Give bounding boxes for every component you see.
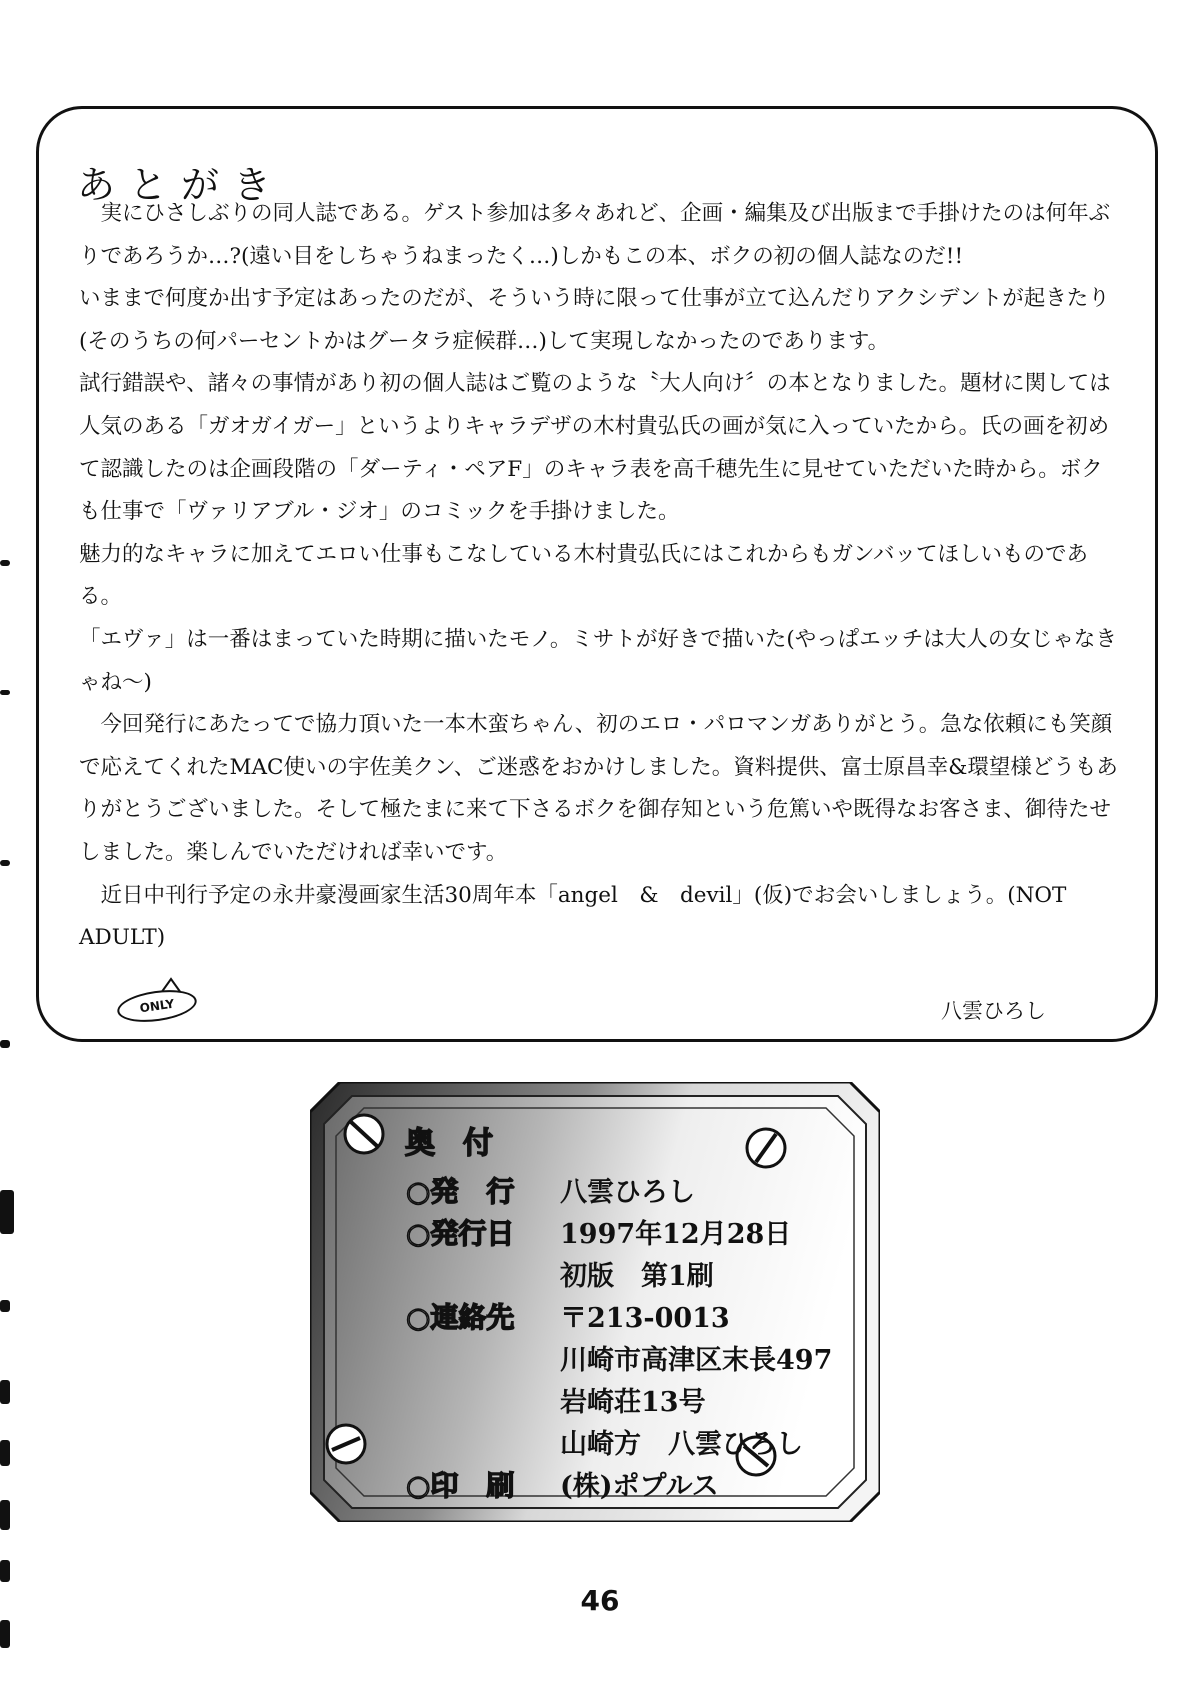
afterword-title: あとがき — [77, 163, 286, 208]
edge-mark — [0, 1440, 10, 1466]
colophon-row-publisher — [406, 1170, 866, 1210]
edge-mark — [0, 1620, 10, 1648]
edge-mark — [0, 1560, 10, 1582]
screw-icon — [744, 1126, 788, 1170]
colophon-label: ○連絡先 — [406, 1301, 515, 1334]
colophon-row-date — [406, 1212, 866, 1252]
colophon-label: ○発 行 — [406, 1175, 515, 1208]
afterword-box — [36, 106, 1158, 1042]
colophon-row-address — [406, 1338, 866, 1378]
afterword-paragraph: いままで何度か出す予定はあったのだが、そういう時に限って仕事が立て込んだりアクシデントが起きたり(そのうちの何パーセントかはグータラ症候群…)して実現しなかったのであります。 — [79, 286, 1110, 354]
colophon-title: 奥付 — [405, 1126, 521, 1161]
colophon-value: 八雲ひろし — [560, 1177, 695, 1208]
colophon-value: 初版 第1刷 — [560, 1261, 714, 1292]
edge-mark — [0, 860, 10, 866]
colophon-row-care-of — [406, 1422, 866, 1462]
colophon-value: (株)ポプルス — [560, 1471, 719, 1502]
colophon-label: ○発行日 — [406, 1217, 515, 1250]
edge-mark — [0, 560, 10, 566]
colophon-label: ○印 刷 — [406, 1469, 515, 1502]
colophon-value: 山崎方 八雲ひろし — [560, 1429, 803, 1460]
colophon-value: 〒213-0013 — [560, 1303, 730, 1334]
afterword-paragraph: 「エヴァ」は一番はまっていた時期に描いたモノ。ミサトが好きで描いた(やっぱエッチは大人の女じゃなきゃね～) — [79, 626, 1117, 695]
afterword-paragraph: 実にひさしぶりの同人誌である。ゲスト参加は多々あれど、企画・編集及び出版まで手掛けたのは何年ぶりであろうか…?(遠い目をしちゃうねまったく…)しかもこの本、ボクの初の個人誌なのだ!! — [79, 201, 1111, 269]
edge-mark — [0, 1190, 14, 1234]
colophon-value: 岩崎荘13号 — [560, 1387, 706, 1418]
author-signature: 八雲ひろし — [941, 999, 1046, 1023]
afterword-body — [79, 193, 1119, 960]
colophon-row-contact — [406, 1296, 866, 1336]
colophon-row-edition — [406, 1254, 866, 1294]
afterword-paragraph: 魅力的なキャラに加えてエロい仕事もこなしている木村貴弘氏にはこれからもガンバッてほしいものである。 — [79, 541, 1088, 610]
colophon-plate — [310, 1082, 880, 1522]
edge-mark — [0, 1500, 10, 1530]
colophon-row-building — [406, 1380, 866, 1420]
edge-mark — [0, 1300, 10, 1312]
edge-mark — [0, 1040, 10, 1048]
colophon-value: 1997年12月28日 — [560, 1219, 792, 1250]
screw-icon — [324, 1422, 368, 1466]
afterword-paragraph: 今回発行にあたってで協力頂いた一本木蛮ちゃん、初のエロ・パロマンガありがとう。急な依頼にも笑顔で応えてくれたMAC使いの宇佐美クン、ご迷惑をおかけしました。資料提供、富士原昌幸&環望様どうもありがとうございました。そして極たまに来て下さるボクを御存知という危篤いや既得なお客さま、御待たせしました。楽しんでいただければ幸いです。 — [79, 712, 1118, 865]
edge-mark — [0, 1380, 10, 1404]
screw-icon — [342, 1112, 386, 1156]
afterword-paragraph: 試行錯誤や、諸々の事情があり初の個人誌はご覧のような〝大人向け〞の本となりました。題材に関しては人気のある「ガオガイガー」というよりキャラデザの木村貴弘氏の画が気に入っていたから。氏の画を初めて認識したのは企画段階の「ダーティ・ペアF」のキャラ表を高千穂先生に見せていただいた時から。ボクも仕事で「ヴァリアブル・ジオ」のコミックを手掛けました。 — [79, 371, 1111, 525]
page-number: 46 — [580, 1584, 620, 1617]
only-stamp: ONLY — [115, 986, 198, 1027]
edge-mark — [0, 690, 10, 695]
colophon-value: 川崎市高津区末長497 — [560, 1345, 833, 1376]
colophon-row-printer — [406, 1464, 866, 1504]
afterword-paragraph: 近日中刊行予定の永井豪漫画家生活30周年本「angel & devil」(仮)でお会いしましょう。(NOT ADULT) — [79, 882, 1074, 951]
